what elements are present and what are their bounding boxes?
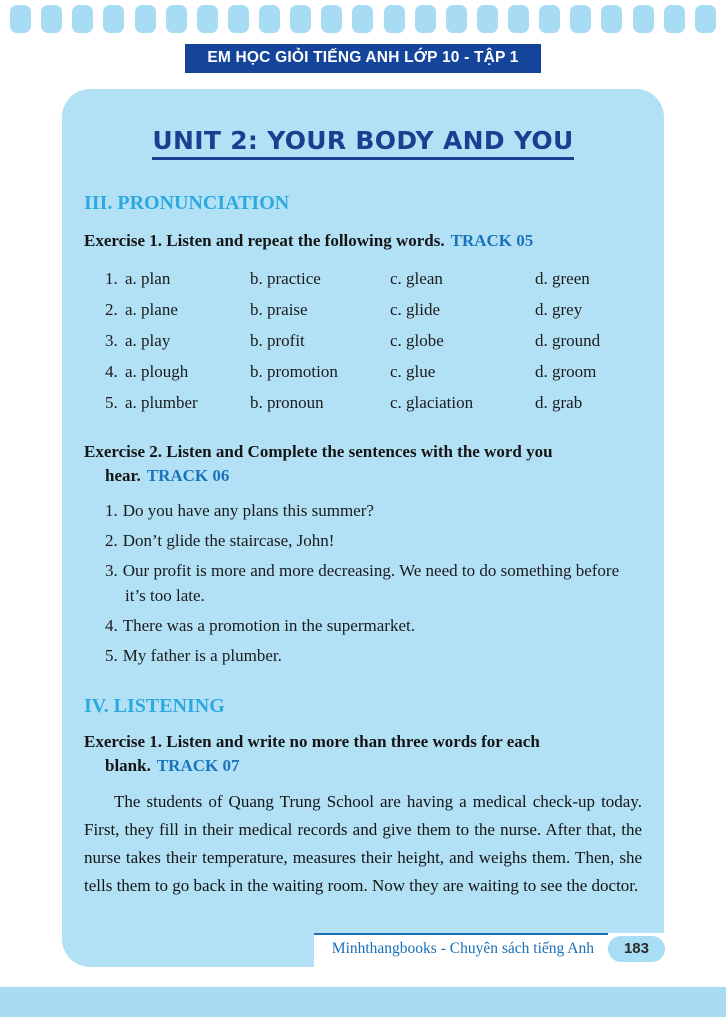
word-a: a. plan [125,269,171,288]
list-item [105,613,642,638]
list-item [105,498,642,523]
item-text: There was a promotion in the supermarket. [122,616,415,635]
word-b: b. praise [250,300,308,319]
deco-block [259,5,280,33]
deco-block [664,5,685,33]
list-item [105,558,642,608]
row-number: 4. [105,362,118,381]
item-number: 3. [105,561,118,580]
listening-passage: The students of Quang Trung School are having a medical check-up today. First, they fill in their medical records and give them to the nurse. After that, the nurse takes their temperature, measures their height, and weighs them. Then, she tells them to go back in the waiting room. Now they are waiting to see the doctor. [84,792,642,895]
deco-block [601,5,622,33]
word-row [105,356,642,387]
word-row [105,294,642,325]
item-text: Do you have any plans this summer? [122,501,374,520]
row-number: 5. [105,393,118,412]
pronunciation-exercise-2-heading [84,440,642,488]
deco-block [384,5,405,33]
deco-block [570,5,591,33]
deco-block [539,5,560,33]
book-title-banner [185,44,540,73]
word-b: b. profit [250,331,305,350]
word-row [105,387,642,418]
listening-exercise-1-heading [84,730,642,778]
deco-block [415,5,436,33]
word-c: c. glean [390,269,443,288]
word-a: a. plumber [125,393,198,412]
deco-block [10,5,31,33]
word-d: d. grey [535,300,583,319]
word-row [105,263,642,294]
word-d: d. grab [535,393,583,412]
bottom-bar [0,987,726,1017]
word-b: b. pronoun [250,393,324,412]
word-a: a. play [125,331,171,350]
list-item [105,643,642,668]
page-pill-wrap [608,933,667,967]
deco-block [477,5,498,33]
page-number-badge: 183 [608,936,665,962]
track-07-label: TRACK 07 [156,756,240,775]
item-number: 5. [105,646,118,665]
deco-block [135,5,156,33]
exercise-label: Exercise 2. Listen and Complete the sentences with the word you hear. [84,442,553,485]
unit-title [84,125,642,157]
deco-block [695,5,716,33]
deco-block [352,5,373,33]
word-a: a. plough [125,362,189,381]
word-d: d. ground [535,331,601,350]
item-text: Don’t glide the staircase, John! [122,531,335,550]
deco-block [197,5,218,33]
item-number: 1. [105,501,118,520]
deco-block [228,5,249,33]
deco-block [103,5,124,33]
list-item [105,528,642,553]
sentence-list [105,498,642,668]
publisher-text: Minhthangbooks - Chuyên sách tiếng Anh [331,940,594,957]
publisher-strip [314,933,608,967]
deco-block [41,5,62,33]
word-b: b. practice [250,269,321,288]
word-c: c. glide [390,300,441,319]
word-b: b. promotion [250,362,338,381]
unit-title-text: UNIT 2: YOUR BODY AND YOU [152,126,573,160]
row-number: 1. [105,269,118,288]
book-title: EM HỌC GIỎI TIẾNG ANH LỚP 10 - TẬP 1 [207,49,519,66]
section-listening-heading: IV. LISTENING [84,695,225,717]
deco-block [72,5,93,33]
card-footer [314,933,667,967]
word-c: c. glue [390,362,436,381]
exercise-label: Exercise 1. Listen and repeat the following words. [84,231,445,250]
pronunciation-exercise-1-heading [84,229,642,253]
page-card [62,89,664,967]
word-d: d. groom [535,362,597,381]
deco-block [508,5,529,33]
row-number: 3. [105,331,118,350]
deco-block [633,5,654,33]
row-number: 2. [105,300,118,319]
item-number: 2. [105,531,118,550]
deco-block [446,5,467,33]
item-number: 4. [105,616,118,635]
item-text: Our profit is more and more decreasing. We need to do something before it’s too late. [122,561,620,605]
track-05-label: TRACK 05 [450,231,534,250]
deco-strip [0,0,726,33]
word-c: c. globe [390,331,444,350]
track-06-label: TRACK 06 [146,466,230,485]
word-row [105,325,642,356]
word-table [105,263,642,418]
deco-block [166,5,187,33]
section-pronunciation-heading: III. PRONUNCIATION [84,192,290,214]
word-a: a. plane [125,300,178,319]
item-text: My father is a plumber. [122,646,282,665]
deco-block [321,5,342,33]
word-c: c. glaciation [390,393,474,412]
word-d: d. green [535,269,590,288]
exercise-label: Exercise 1. Listen and write no more than three words for each blank. [84,732,540,775]
deco-block [290,5,311,33]
